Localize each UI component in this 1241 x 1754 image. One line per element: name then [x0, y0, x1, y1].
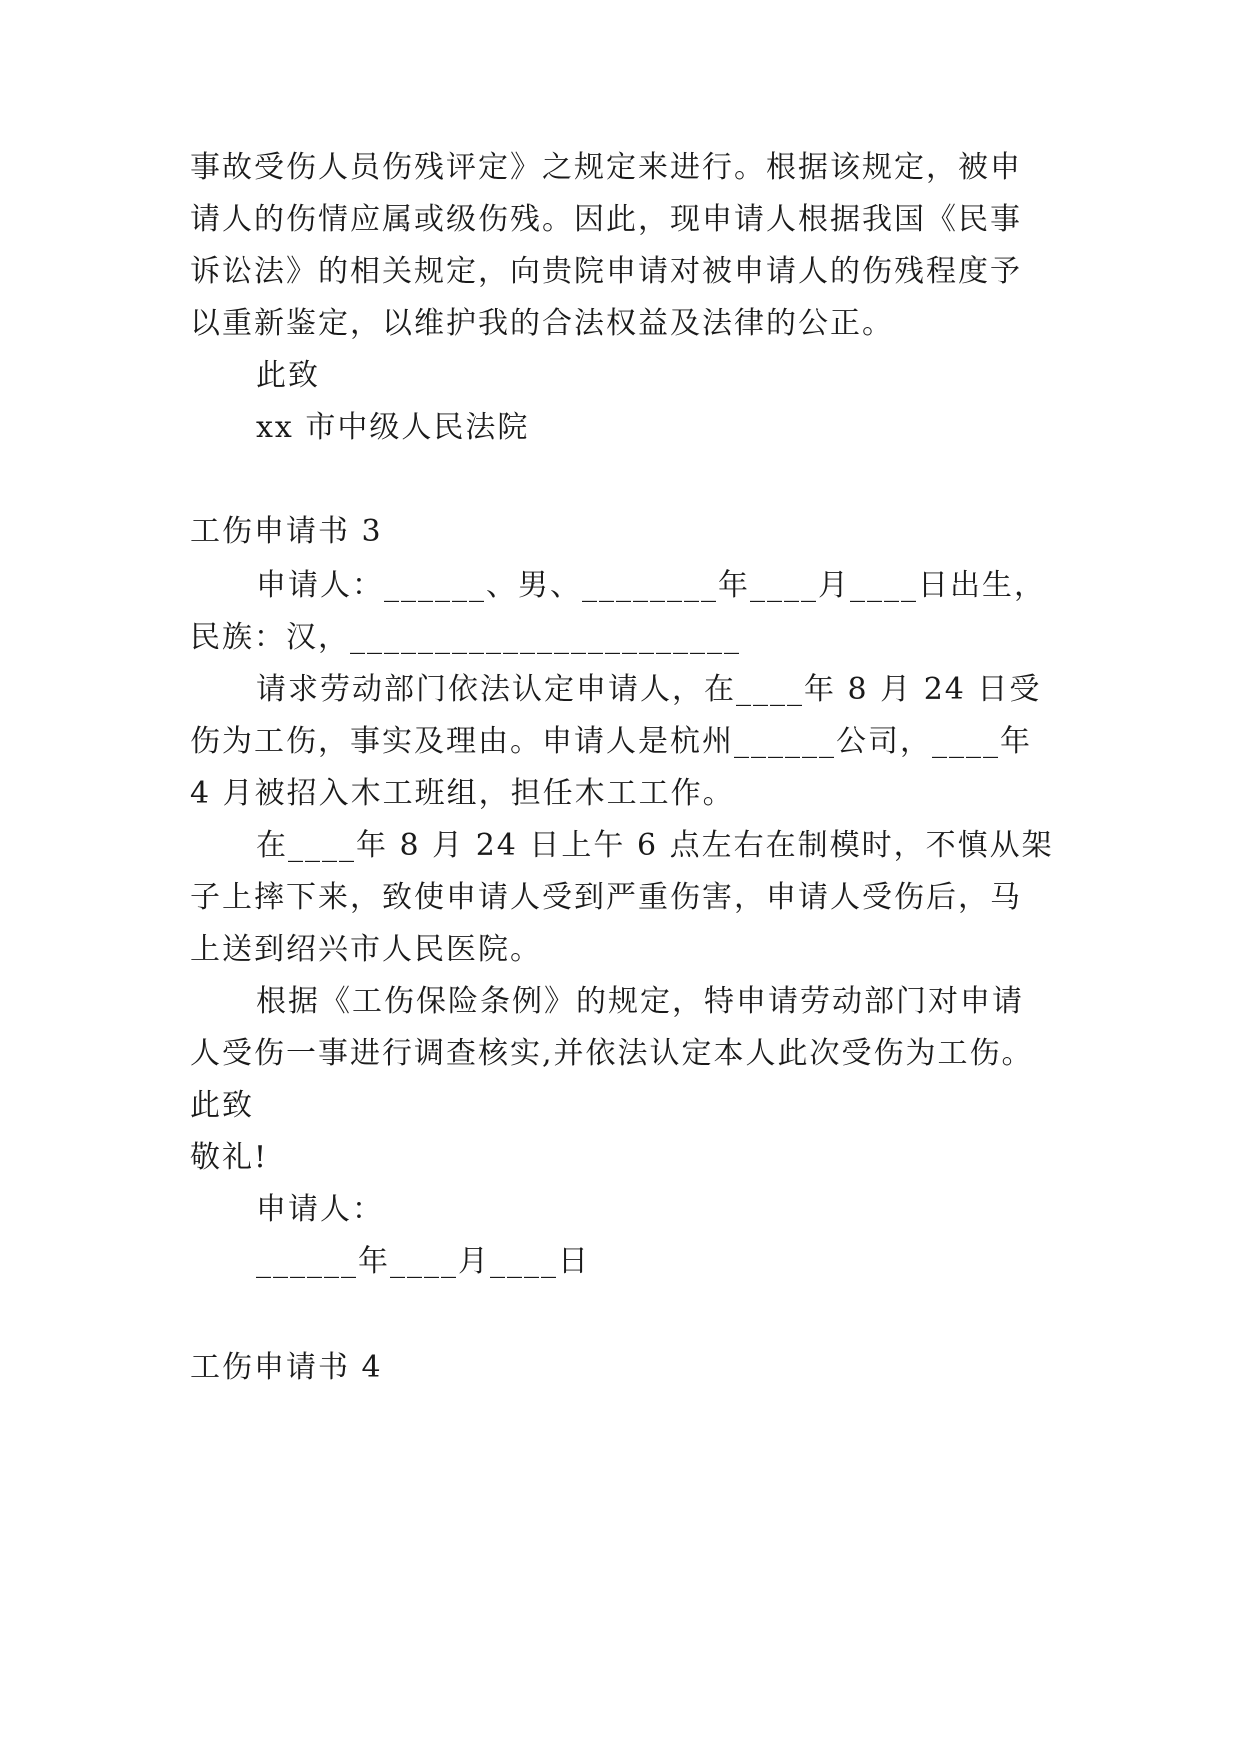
facts-text-line: 在____年 8 月 24 日上午 6 点左右在制模时，不慎从架 [256, 828, 1054, 863]
basis-text-line: 根据《工伤保险条例》的规定，特申请劳动部门对申请 [256, 984, 1024, 1019]
facts-text-line: 上送到绍兴市人民医院。 [190, 932, 542, 967]
request-text-line: 4 月被招入木工班组，担任木工工作。 [190, 776, 735, 811]
closing-text: 此致 [256, 358, 320, 393]
body-text-line: 事故受伤人员伤残评定》之规定来进行。根据该规定，被申 [190, 150, 1022, 185]
section-title: 工伤申请书 3 [190, 514, 383, 549]
body-text-line: 请人的伤情应属或级伤残。因此，现申请人根据我国《民事 [190, 202, 1022, 237]
section-title: 工伤申请书 4 [190, 1350, 383, 1385]
request-text-line: 伤为工伤，事实及理由。申请人是杭州______公司，____年 [190, 724, 1032, 759]
basis-text-line: 人受伤一事进行调查核实,并依法认定本人此次受伤为工伤。 [190, 1036, 1034, 1071]
signature-label: 申请人： [256, 1192, 384, 1227]
applicant-info-line: 申请人：______、男、________年____月____日出生， [256, 568, 1046, 603]
court-name: xx 市中级人民法院 [256, 410, 530, 445]
request-text-line: 请求劳动部门依法认定申请人，在____年 8 月 24 日受 [256, 672, 1042, 707]
closing-text: 此致 [190, 1088, 254, 1123]
salute-text: 敬礼! [190, 1140, 269, 1175]
applicant-info-line: 民族：汉，_______________________ [190, 620, 741, 655]
facts-text-line: 子上摔下来，致使申请人受到严重伤害，申请人受伤后，马 [190, 880, 1022, 915]
body-text-line: 诉讼法》的相关规定，向贵院申请对被申请人的伤残程度予 [190, 254, 1022, 289]
body-text-line: 以重新鉴定，以维护我的合法权益及法律的公正。 [190, 306, 894, 341]
date-line: ______年____月____日 [256, 1244, 590, 1279]
